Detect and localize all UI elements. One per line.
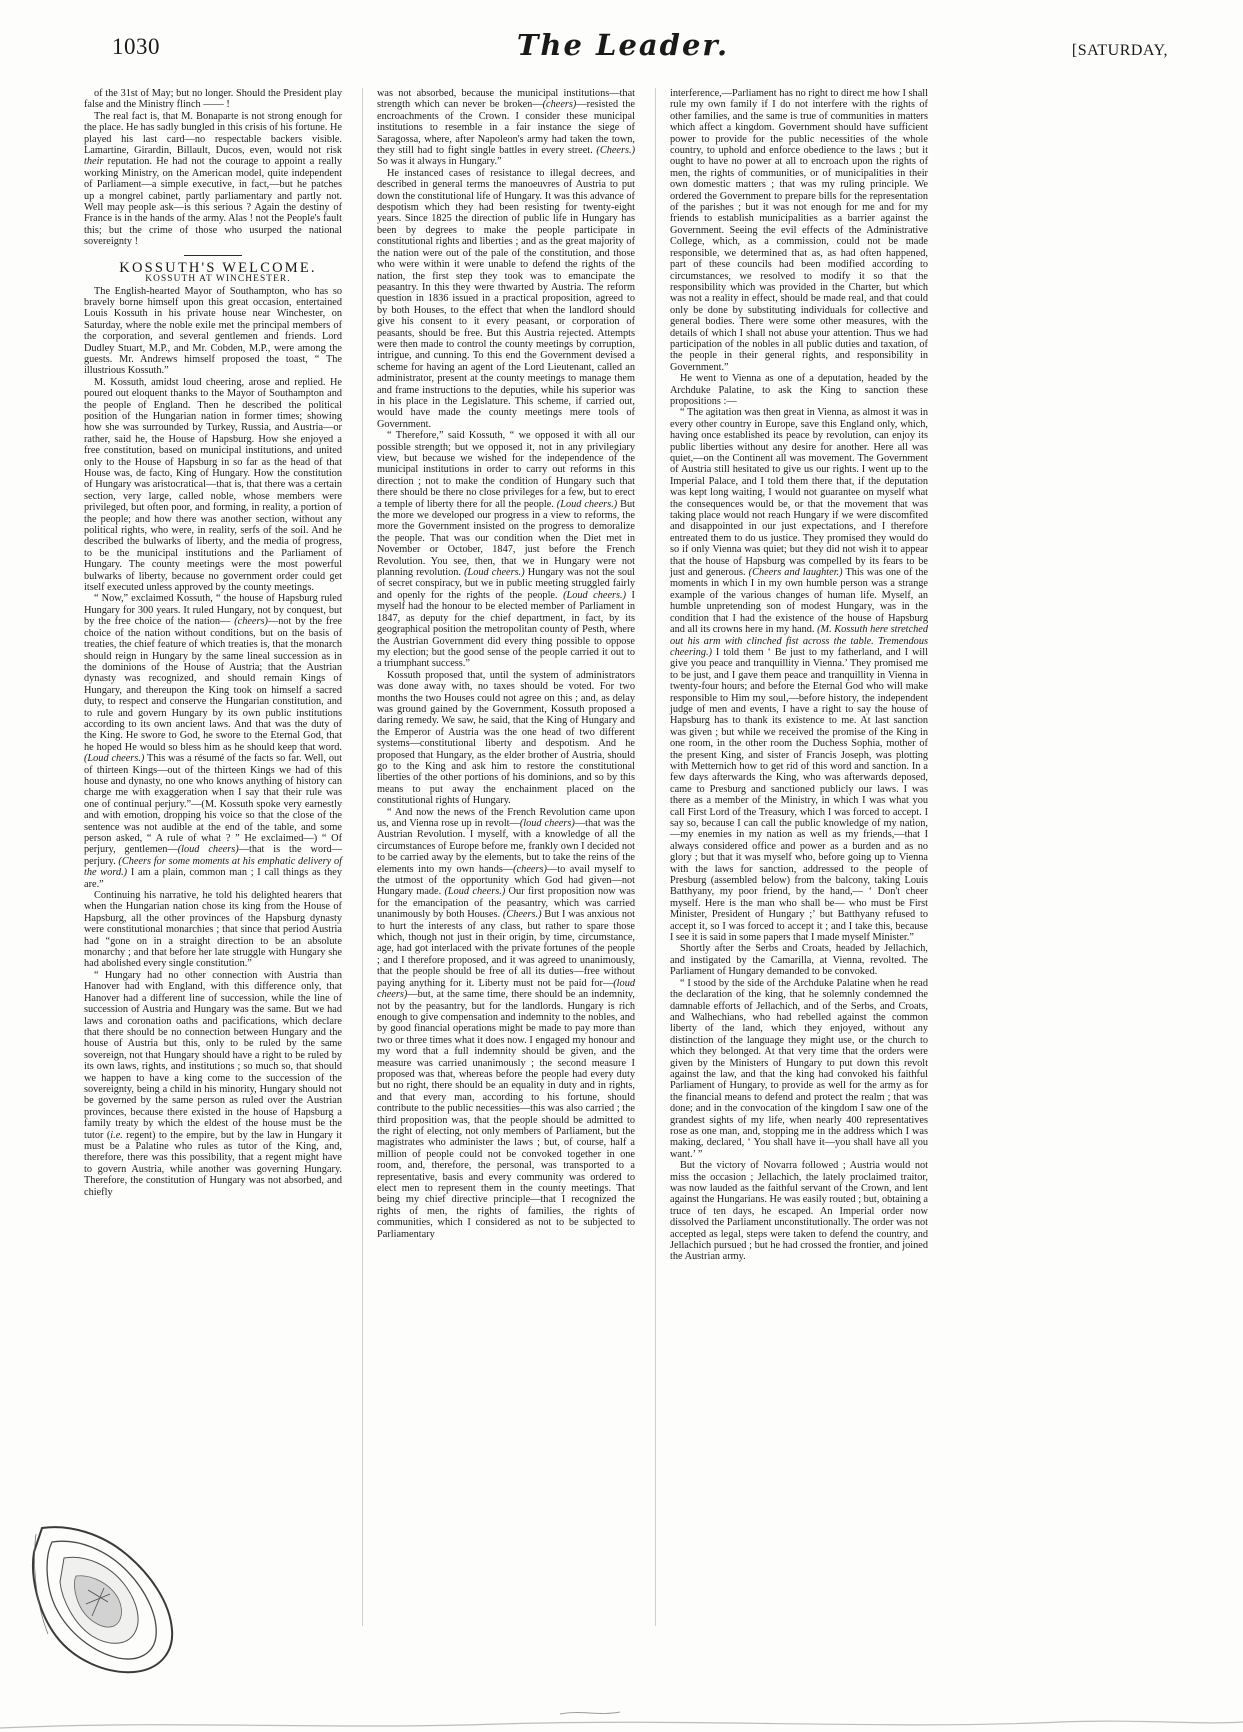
- section-divider: [184, 255, 242, 256]
- page-number: 1030: [112, 34, 160, 59]
- paragraph: Continuing his narrative, he told his delighted hearers that when the Hungarian nation chose its king from the House of Hapsburg, all the other provinces of the Hapsburg dynasty were constitutional monarchies ; that since that period Austria had “gone on in a straight direction to be an absolute monarchy ; and that before her late struggle with Hungary she had abolished every single constitution.”: [84, 890, 342, 970]
- paragraph: The English-hearted Mayor of Southampton, who has so bravely borne himself upon this great occasion, entertained Louis Kossuth in his private house near Winchester, on Saturday, where the noble exile met the principal members of the corporation, and several gentlemen and friends. Lord Dudley Stuart, M.P., and Mr. Cobden, M.P., were among the guests. Mr. Andrews himself proposed the toast, “ The illustrious Kossuth.”: [84, 285, 342, 377]
- column-3: [655, 88, 936, 1626]
- masthead: [78, 28, 1168, 74]
- page-edge-smudge: [0, 1692, 1243, 1732]
- paragraph: “ I stood by the side of the Archduke Palatine when he read the declaration of the king, that he solemnly condemned the damnable efforts of Jellachich, and of the Serbs, and Croats, and Walhechians, who had rebelled against the common liberty of the land, which they enjoyed, without any distinction of the language they might use, or the church to which they belonged. At that very time that the orders were given by the Ministers of Hungary to put down this revolt against the law, and that the king had convoked his faithful Parliament of Hungary, to provide as well for the army as for the financial means to defend and protect the realm ; that was done; and in the convocation of the kingdom I saw one of the grandest sights of my life, when nearly 400 representatives rose as one man, and, stopping me in the address which I was making, declared, ‘ You shall have it—you shall have all you want.’ ”: [670, 977, 928, 1160]
- paragraph: He went to Vienna as one of a deputation, headed by the Archduke Palatine, to ask the King to sanction these propositions :—: [670, 373, 928, 407]
- paragraph: Shortly after the Serbs and Croats, headed by Jellachich, and instigated by the Camarilla, at Vienna, revolted. The Parliament of Hungary demanded to be convoked.: [670, 943, 928, 978]
- paragraph: “ Therefore,” said Kossuth, “ we opposed it with all our possible strength; but we opposed it, not in any privilegiary view, but because we wished for the independence of the municipal institutions in order to carry out reforms in this direction ; not to make the condition of Hungary such that there should be there no close privileges for a few, but to erect a temple of liberty there for all the people. (Loud cheers.) But the more we developed our progress in a view to reforms, the more the Government insisted on the progress to demoralize the people. That was our condition when the Diet met in November or October, 1847, just before the French Revolution. You see, then, that we in Hungary were not planning revolution. (Loud cheers.) Hungary was not the soul of secret conspiracy, but we in public meeting struggled fairly and openly for the rights of the people. (Loud cheers.) I myself had the honour to be elected member of Parliament in 1847, as deputy for the chief department, in fact, by its geographical position the metropolitan county of Pesth, where the Austrian Government did every thing possible to oppose my election; but the good sense of the people carried it out to a triumphant success.”: [377, 430, 635, 670]
- article-subtitle: KOSSUTH AT WINCHESTER.: [145, 274, 291, 285]
- publication-title: The Leader.: [516, 28, 730, 62]
- column-2: [362, 88, 643, 1626]
- paragraph: He instanced cases of resistance to illegal decrees, and described in general terms the manoeuvres of Austria to put down the constitutional life of Hungary. It was this advance of despotism which they had been resisting for twenty-eight years. Since 1825 the direction of public life in Hungary has been by degrees to make the people participate in constitutional rights and liberties ; and as the great majority of the nation were out of the pale of the constitution, and those who were within it were unable to defend the rights of the nation, the first step they took was to emancipate the peasantry. In this they were thwarted by Austria. The reform question in 1836 issued in a practical proposition, agreed to by both Houses, to the effect that when the landlord should give his consent to it every peasant, or corporation of peasants, should be free. But this Austria rejected. Attempts were then made to control the county meetings by corruption, intrigue, and cunning. To this end the Government devised a scheme for having an agent of the Lord Lieutenant, called an administrator, present at the county meetings to manage them and frame instructions to the deputies, while his superior was in his place in the Legislature. This scheme, if carried out, would have made the county meetings mere tools of Government.: [377, 167, 635, 430]
- paragraph: “ The agitation was then great in Vienna, as almost it was in every other country in Europe, save this England only, which, having once established its peace by revolution, can enjoy its public liberties without any desire for another. Here all was quiet,—on the Continent all was movement. The Government of Austria still hesitated to give us our rights. I went up to the Imperial Palace, and I told them there that, if the deputation was kept long waiting, I would not guarantee on myself what the consequences would be, or that the movement that was taking place would not reach Hungary if we were discomfited and disappointed in our just expectations, and I therefore entreated them to do us justice. They promised they would do so if only Vienna was quiet; but they did not wish it to appear that the house of Hapsburg was compelled by its fears to be just and generous. (Cheers and laughter.) This was one of the moments in which I in my own humble person was a strange example of the various changes of human life. Myself, an humble unpretending son of modest Hungary, was in the condition that I had the existence of the house of Hapsburg and all its crowns here in my hand. (M. Kossuth here stretched out his arm with clinched fist across the table. Tremendous cheering.) I told them ‘ Be just to my fatherland, and I will give you peace and tranquillity in Vienna.’ They promised me to be just, and I gave them peace and tranquillity in Vienna in twenty-four hours; and before the Eternal God who will make responsible to Him my soul,—before history, the independent judge of men and events, I have a right to say the house of Hapsburg has to thank its existence to me. At last sanction was given ; but while we received the promise of the King in one room, in the other room the Duchess Sophia, mother of the present King, and sister of Francis Joseph, was plotting with Metternich how to get rid of this word and sanction. In a few days afterwards the King, who was afterwards deposed, came to Presburg and sanctioned publicly our laws. I was there as a member of the Ministry, in which I was what you call First Lord of the Treasury, which I was forced to accept. I say so, because I can call the public knowledge of my nation,—my enemies in my nation as well as my friends,—that I always considered office and power as a burden and as no glory ; but that it was myself who, before going up to Vienna with the laws for sanction, addressed to the people of Presburg (assembled below) from the balcony, taking Louis Batthyany, my poor friend, by the hand,— ‘ Don't cheer myself. Here is the man who shall be— who must be First Minister, President of Hungary ;’ but Batthyany refused to accept it, so I was forced to accept it ; and I take this, because I see it is said in some papers that I made myself Minister.”: [670, 407, 929, 944]
- paragraph: was not absorbed, because the municipal institutions—that strength which can never be broken—(cheers)—resisted the encroachments of the Crown. I consider these municipal institutions to resemble in a fair instance the siege of Saragossa, where, after Napoleon's army had taken the town, they still had to fight single battles in every street. (Cheers.) So was it always in Hungary.”: [377, 88, 635, 168]
- paragraph: M. Kossuth, amidst loud cheering, arose and replied. He poured out eloquent thanks to the Mayor of Southampton and the people of England. Then he described the political position of the Hungarian nation in former times; showing how she was surrounded by Turkey, Russia, and Austria—or rather, said he, the House of Hapsburg. How she enjoyed a free constitution, based on municipal institutions, and united only to the House of Hapsburg in so far as the head of that House was, de facto, King of Hungary. How the constitution of Hungary was aristocratical—that is, that there was a certain section, very large, called noble, whose members were privileged, but often poor, and forming, in reality, a portion of the people; and how there was another section, without any political rights, who were, in reality, serfs of the soil. And he described the bulwarks of liberty, and the media of progress, to be the municipal institutions and the Parliament of Hungary. The county meetings were the most powerful bulwarks of liberty, because no government order could get itself executed unless approved by the county meetings.: [84, 376, 342, 594]
- paragraph: “ Hungary had no other connection with Austria than Hanover had with England, with this difference only, that Hanover had a different line of succession, while the line of succession of Austria and Hungary was the same. But we had laws and coronation oaths and pacifications, which declare that there should be no connection between Hungary and the house of Austria but this, only to be ruled by the same sovereign, not that Hungary should have a right to be ruled by its own laws, rights, and institutions ; so much so, that should we happen to have a king come to the succession of the sovereignty, being a child in his minority, Hungary should not be governed by the same person as ruled over the Austrian provinces, because there existed in the house of Hapsburg a family treaty by which the eldest of the house must be the tutor (i.e. regent) to the empire, but by the law in Hungary it must be a Palatine who rules as tutor of the King, and, therefore, there was this possibility, that a regent might have to govern Austria, while another was governing Hungary. Therefore, the constitution of Hungary was not absorbed, and chiefly: [84, 969, 342, 1198]
- column-1: [84, 88, 350, 1626]
- paragraph: But the victory of Novarra followed ; Austria would not miss the occasion ; Jellachich, the lately proclaimed traitor, was now lauded as the faithful servant of the Crown, and lent against the Hungarians. He was easily routed ; but, obtaining a truce of ten days, he escaped. An Imperial order now dissolved the Parliament unconstitutionally. The order was not accepted as legal, steps were taken to defend the country, and Jellachich pursued ; but he had crossed the frontier, and joined the Austrian army.: [670, 1160, 928, 1263]
- paragraph: “ And now the news of the French Revolution came upon us, and Vienna rose up in revolt—(loud cheers)—that was the Austrian Revolution. I myself, with a knowledge of all the circumstances of Europe before me, frankly own I decided not to be carried away by the elements, but to take the reins of the elements into my own hands—(cheers)—to avail myself to the utmost of the opportunity which God had given—not Hungary made. (Loud cheers.) Our first proposition now was for the emancipation of the peasantry, which was carried unanimously by both Houses. (Cheers.) But I was anxious not to hurt the interests of any class, but rather to spare those which, though not just in their origin, by time, circumstance, age, had got interlaced with the private fortunes of the people ; and I therefore proposed, and it was agreed to unanimously, that the people should be free of all its duties—free without paying anything for it. Liberty must not be paid for—(loud cheers)—but, at the same time, there should be an indemnity, not by the peasantry, but for the landlords. Hungary is rich enough to give compensation and indemnity to the nobles, and by good financial operations might be made to pay more than two or three times what it does now. I engaged my honour and my word that a full indemnity should be given, and the measure was carried unanimously ; the second measure I proposed was that, whereas before the people had every duty but no right, there should be an equality in duty and in rights, and that every man, according to his fortune, should contribute to the public necessities—this was also carried ; the third proposition was, that the people should be admitted to the right of electing, not only members of Parliament, but the magistrates who administer the laws ; but, of course, half a million of people could not be convoked together in one room, and, therefore, the personal, was transported to a representative, basis and every community was ordered to elect men to represent them in the county meetings. That being my chief directive principle—that I recognized the rights of men, the rights of families, the rights of communities, which I considered as not to be subjected to Parliamentary: [377, 806, 636, 1240]
- paragraph: “ Now,” exclaimed Kossuth, “ the house of Hapsburg ruled Hungary for 300 years. It ruled Hungary, not by conquest, but by the free choice of the nation— (cheers)—not by the free choice of the nation without conditions, but on the basis of treaties, the chief feature of which treaties is, that the monarch should reign in Hungary by the same lineal succession as in the dominions of the House of Austria; that the Austrian dynasty was recognized, and should remain Kings of Hungary, and thereupon the King took on himself a sacred duty, to respect and conserve the Hungarian constitution, and to rule and govern Hungary by its own public institutions according to its own ancient laws. And that was the duty of the King. He swore to God, he swore to the Eternal God, that he hoped He would so bless him as he should keep that word. (Loud cheers.) This was a résumé of the facts so far. Well, out of thirteen Kings—out of the thirteen Kings we had of this house and dynasty, no one who knows anything of history can charge me with exaggeration when I say that their rule was one of continual perjury.”—(M. Kossuth spoke very earnestly and with emotion, dropping his voice so that the close of the sentence was not audible at the end of the table, and some person asked, “ A rule of what ? ” He exclaimed—) “ Of perjury, gentlemen—(loud cheers)—that is the word—perjury. (Cheers for some moments at his emphatic delivery of the word.) I am a plain, common man ; I call things as they are.”: [84, 593, 342, 890]
- edition-label: [SATURDAY,: [1071, 42, 1168, 59]
- article-title: KOSSUTH'S WELCOME.: [119, 259, 317, 276]
- paragraph: The real fact is, that M. Bonaparte is not strong enough for the place. He has sadly bungled in this crisis of his fortune. He played his last card—no respectable backers visible. Lamartine, Girardin, Billault, Ducos, even, would not risk their reputation. He had not the courage to appoint a really working Ministry, on the American model, quite independent of Parliament—a simple executive, in fact,—but he patches up a mongrel cabinet, partly parliamentary and partly not. Well may people ask—is this serious ? Again the destiny of France is in the hands of the army. Alas ! not the People's fault this; but the crime of those who usurped the national sovereignty !: [84, 110, 342, 248]
- paragraph: interference,—Parliament has no right to direct me how I shall rule my own family if I do not interfere with the rights of other families, and the same is true of communities in matters which affect a kingdom. Government should have sufficient power to provide for the public necessities of the whole country, to uphold and enforce obedience to the laws ; but it ought to have no power at all to encroach upon the rights of men, the rights of communities, or of municipalities in their own domestic matters ; that was my ruling principle. We ordered the Government to prepare bills for the representation of the parishes ; but it was not enough for me and for my friends to establish municipalities as a barrier against the Government. Seeing the evil effects of the Administrative College, which, as a commission, could not be made responsible, we determined that as, as had often happened, part of these councils had been modified according to circumstances, we resolved to modify it so that the responsibility which was provided in the Charter, but which was not a reality in effect, should be made real, and that could only be done by substituting individuals for collective and general bodies. There were some other measures, with the details of which I shall not abuse your attention. Thus we had participation of the nobles in all public duties and taxation, of the people in their general rights, and responsibility in Government.”: [670, 88, 928, 373]
- paragraph: of the 31st of May; but no longer. Should the President play false and the Ministry flinch —— !: [84, 88, 342, 111]
- paragraph: Kossuth proposed that, until the system of administrators was done away with, no taxes should be voted. For two months the two Houses could not agree on this ; and, as delay was ground gained by the Government, Kossuth proposed a daring remedy. We saw, he said, that the King of Hungary and the Emperor of Austria was the one head of two different systems—constitutional liberty and despotism. And he proposed that Hungary, as the elder brother of Austria, should go to the King and ask him to restore the constitutional liberties of the other portions of his dominions, and so by this means to put away the enchainment placed on the constitutional rights of Hungary.: [377, 669, 635, 807]
- column-container: [84, 88, 1166, 1626]
